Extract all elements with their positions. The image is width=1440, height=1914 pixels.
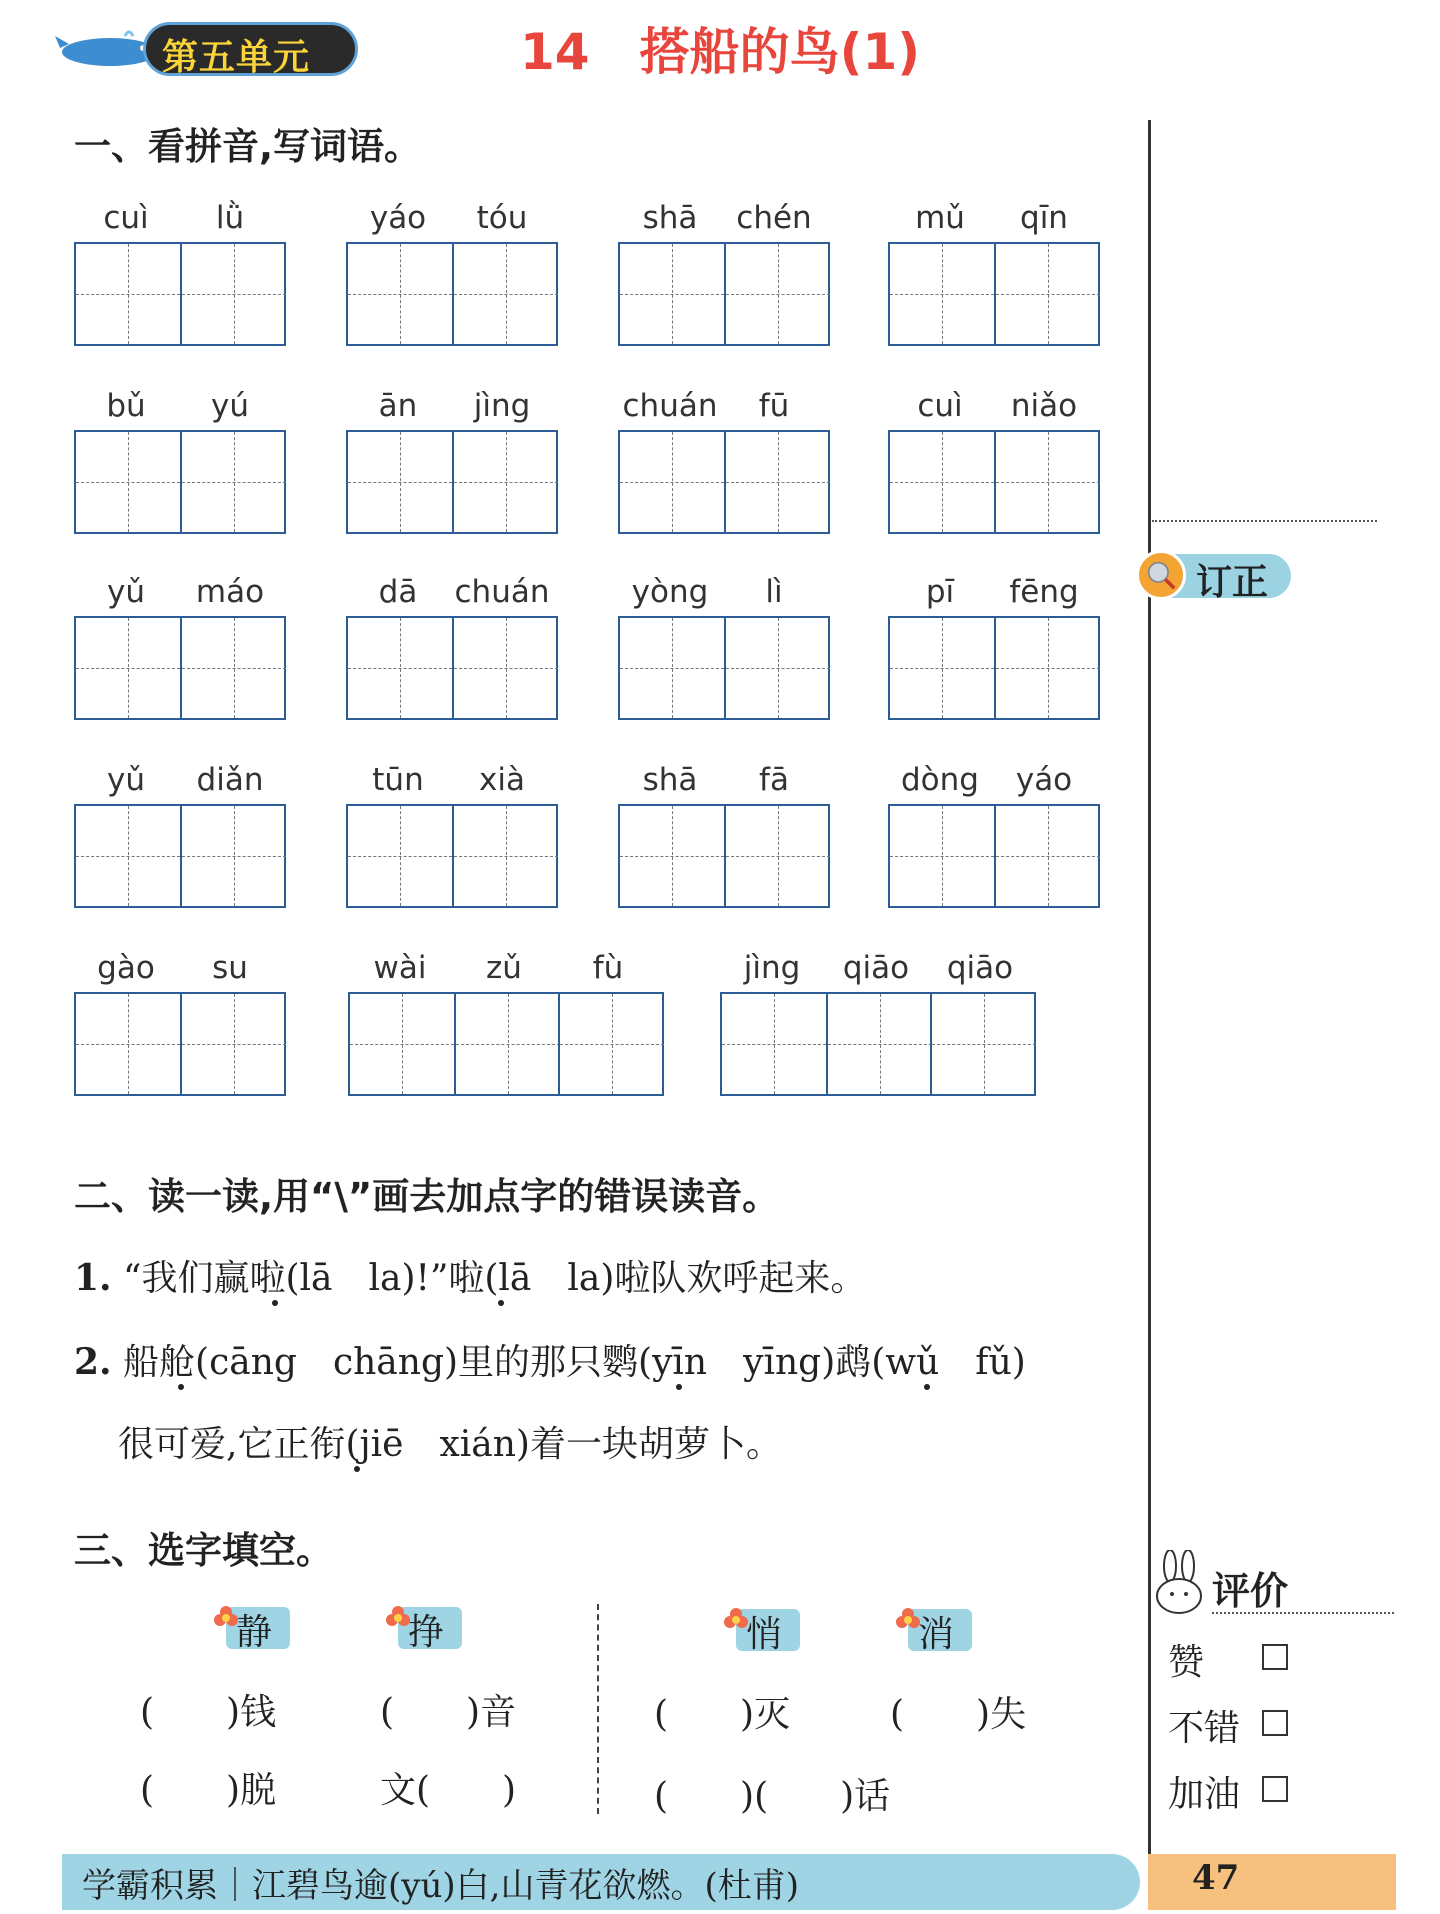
pinyin-writing-group — [888, 200, 1100, 350]
pinyin-label: gào — [97, 950, 155, 986]
character-box[interactable] — [724, 244, 830, 344]
character-box[interactable] — [558, 994, 664, 1094]
question-text: 船舱(cāng chāng)里的那只鹦(yīn yīng)鹉(wǔ fǔ) — [123, 1342, 1026, 1383]
character-box[interactable] — [76, 806, 180, 906]
emphasis-dot — [676, 1384, 682, 1390]
rating-label: 赞 — [1168, 1642, 1205, 1683]
pinyin-writing-group — [888, 388, 1100, 538]
pinyin-label: yǔ — [107, 762, 145, 798]
pinyin-label: qiāo — [946, 950, 1014, 986]
fill-blank[interactable]: ( )钱 — [140, 1692, 277, 1733]
pinyin-label: yǔ — [107, 574, 145, 610]
pinyin-writing-group — [888, 762, 1100, 912]
pinyin-label: cuì — [103, 200, 149, 236]
char-option-text: 静 — [236, 1612, 273, 1653]
writing-grid — [618, 616, 830, 720]
character-box[interactable] — [348, 432, 452, 532]
pinyin-writing-group — [74, 950, 286, 1100]
pinyin-writing-group — [346, 388, 558, 538]
character-box[interactable] — [348, 244, 452, 344]
writing-grid — [888, 804, 1100, 908]
pinyin-label: wài — [373, 950, 427, 986]
question-text: “我们赢啦(lā la)!”啦(lā la)啦队欢呼起来。 — [123, 1258, 867, 1299]
character-box[interactable] — [620, 806, 724, 906]
character-box[interactable] — [994, 432, 1100, 532]
pinyin-label: chuán — [622, 388, 718, 424]
rating-label: 不错 — [1168, 1708, 1241, 1749]
pinyin-label: fū — [758, 388, 790, 424]
section3-heading: 三、选字填空。 — [74, 1529, 333, 1572]
evaluation-divider — [1212, 1612, 1394, 1614]
fill-blank[interactable]: ( )脱 — [140, 1770, 277, 1811]
question-2-continued: 很可爱,它正衔(jiē xián)着一块胡萝卜。 — [118, 1424, 782, 1465]
pinyin-writing-group — [618, 388, 830, 538]
unit-label-pill — [143, 22, 358, 76]
writing-grid — [618, 430, 830, 534]
character-box[interactable] — [76, 432, 180, 532]
pinyin-label: shā — [642, 762, 698, 798]
pinyin-writing-group — [618, 574, 830, 724]
rating-label: 加油 — [1168, 1774, 1241, 1815]
pinyin-label: chuán — [454, 574, 550, 610]
character-box[interactable] — [180, 994, 286, 1094]
pinyin-writing-group — [74, 762, 286, 912]
pinyin-label: dā — [378, 574, 418, 610]
writing-grid — [720, 992, 1036, 1096]
unit-label: 第五单元 — [162, 37, 311, 78]
pinyin-writing-group — [720, 950, 1036, 1100]
pinyin-label: fēng — [1009, 574, 1079, 610]
evaluation-label: 评价 — [1212, 1569, 1289, 1613]
pinyin-label: cuì — [917, 388, 963, 424]
writing-grid — [74, 430, 286, 534]
writing-grid — [74, 616, 286, 720]
pinyin-label: bǔ — [106, 388, 146, 424]
pinyin-label: chén — [736, 200, 812, 236]
pinyin-label: lì — [765, 574, 783, 610]
character-box[interactable] — [724, 618, 830, 718]
unit-badge — [55, 10, 311, 78]
character-box[interactable] — [724, 806, 830, 906]
character-box[interactable] — [890, 806, 994, 906]
character-box[interactable] — [348, 806, 452, 906]
pinyin-label: mǔ — [915, 200, 965, 236]
character-box[interactable] — [76, 994, 180, 1094]
pinyin-label: ān — [378, 388, 418, 424]
lesson-number: 14 — [520, 23, 590, 81]
character-box[interactable] — [994, 244, 1100, 344]
pinyin-writing-group — [618, 762, 830, 912]
pinyin-writing-group — [74, 574, 286, 724]
pinyin-label: shā — [642, 200, 698, 236]
character-box[interactable] — [76, 618, 180, 718]
pinyin-label: zǔ — [486, 950, 522, 986]
pinyin-label: su — [212, 950, 248, 986]
pinyin-writing-group — [618, 200, 830, 350]
pinyin-label: fā — [759, 762, 789, 798]
character-box[interactable] — [826, 994, 932, 1094]
character-box[interactable] — [180, 806, 286, 906]
writing-grid — [888, 616, 1100, 720]
character-box[interactable] — [452, 806, 558, 906]
character-box[interactable] — [348, 618, 452, 718]
pinyin-label: qiāo — [842, 950, 910, 986]
page-number: 47 — [1192, 1858, 1240, 1898]
character-box[interactable] — [994, 618, 1100, 718]
char-option-text: 悄 — [746, 1614, 783, 1655]
writing-grid — [346, 242, 558, 346]
emphasis-dot — [498, 1300, 504, 1306]
char-option-text: 挣 — [408, 1612, 445, 1653]
writing-grid — [888, 430, 1100, 534]
pinyin-label: jìng — [473, 388, 531, 424]
character-box[interactable] — [890, 432, 994, 532]
margin-divider — [1148, 120, 1151, 1880]
pinyin-writing-group — [74, 388, 286, 538]
character-box[interactable] — [452, 432, 558, 532]
character-box[interactable] — [454, 994, 560, 1094]
pinyin-label: tūn — [372, 762, 424, 798]
pinyin-label: diǎn — [196, 762, 264, 798]
writing-grid — [74, 242, 286, 346]
fill-blank[interactable]: ( )失 — [890, 1694, 1027, 1735]
character-box[interactable] — [350, 994, 454, 1094]
pinyin-writing-group — [348, 950, 664, 1100]
character-box[interactable] — [724, 432, 830, 532]
char-option-text: 消 — [918, 1614, 955, 1655]
character-box[interactable] — [180, 432, 286, 532]
section3-divider — [597, 1604, 599, 1814]
writing-grid — [346, 616, 558, 720]
pinyin-writing-group — [346, 762, 558, 912]
pinyin-label: yòng — [631, 574, 709, 610]
section1-heading: 一、看拼音,写词语。 — [74, 125, 422, 168]
pinyin-label: xià — [479, 762, 525, 798]
notes-divider — [1152, 520, 1377, 522]
pinyin-writing-group — [888, 574, 1100, 724]
pinyin-label: niǎo — [1010, 388, 1078, 424]
character-box[interactable] — [930, 994, 1036, 1094]
pinyin-label: yáo — [1015, 762, 1073, 798]
lesson-title — [520, 12, 920, 84]
question-number: 2. — [74, 1341, 112, 1383]
correction-label: 订正 — [1196, 562, 1269, 603]
pinyin-label: yáo — [369, 200, 427, 236]
lesson-name: 搭船的鸟(1) — [639, 23, 921, 81]
rating-checkbox[interactable] — [1262, 1710, 1288, 1736]
page-number-bar — [1148, 1854, 1396, 1910]
question-number: 1. — [74, 1257, 112, 1299]
rating-checkbox[interactable] — [1262, 1776, 1288, 1802]
section2-heading: 二、读一读,用“\”画去加点字的错误读音。 — [74, 1175, 780, 1218]
writing-grid — [618, 242, 830, 346]
correction-tag — [1136, 550, 1291, 602]
pinyin-writing-group — [346, 574, 558, 724]
writing-grid — [618, 804, 830, 908]
writing-grid — [348, 992, 664, 1096]
rabbit-icon — [1150, 1550, 1208, 1616]
pinyin-label: qīn — [1020, 200, 1068, 236]
emphasis-dot — [354, 1466, 360, 1472]
magnifier-icon — [1136, 550, 1186, 600]
writing-grid — [74, 804, 286, 908]
rating-checkbox[interactable] — [1262, 1644, 1288, 1670]
pinyin-writing-group — [346, 200, 558, 350]
emphasis-dot — [178, 1384, 184, 1390]
fill-blank[interactable]: ( )( )话 — [654, 1776, 891, 1817]
pinyin-label: pī — [925, 574, 955, 610]
question-2 — [74, 1334, 1026, 1385]
question-1 — [74, 1250, 866, 1301]
emphasis-dot — [272, 1300, 278, 1306]
writing-grid — [346, 430, 558, 534]
character-box[interactable] — [890, 244, 994, 344]
pinyin-label: fù — [592, 950, 624, 986]
emphasis-dot — [924, 1384, 930, 1390]
pinyin-label: dòng — [901, 762, 979, 798]
fill-blank[interactable]: ( )音 — [380, 1692, 517, 1733]
character-box[interactable] — [76, 244, 180, 344]
character-box[interactable] — [180, 244, 286, 344]
pinyin-label: yú — [211, 388, 249, 424]
writing-grid — [346, 804, 558, 908]
writing-grid — [74, 992, 286, 1096]
character-box[interactable] — [180, 618, 286, 718]
character-box[interactable] — [722, 994, 826, 1094]
footer-quote: 学霸积累｜江碧鸟逾(yú)白,山青花欲燃。(杜甫) — [82, 1866, 799, 1906]
character-box[interactable] — [620, 244, 724, 344]
character-box[interactable] — [620, 432, 724, 532]
pinyin-label: máo — [195, 574, 265, 610]
character-box[interactable] — [994, 806, 1100, 906]
pinyin-writing-group — [74, 200, 286, 350]
fill-blank[interactable]: ( )灭 — [654, 1694, 791, 1735]
character-box[interactable] — [452, 618, 558, 718]
pinyin-label: tóu — [476, 200, 528, 236]
character-box[interactable] — [452, 244, 558, 344]
pinyin-label: lǜ — [215, 200, 245, 236]
writing-grid — [888, 242, 1100, 346]
character-box[interactable] — [890, 618, 994, 718]
fill-blank[interactable]: 文( ) — [380, 1770, 517, 1811]
character-box[interactable] — [620, 618, 724, 718]
pinyin-label: jìng — [743, 950, 801, 986]
